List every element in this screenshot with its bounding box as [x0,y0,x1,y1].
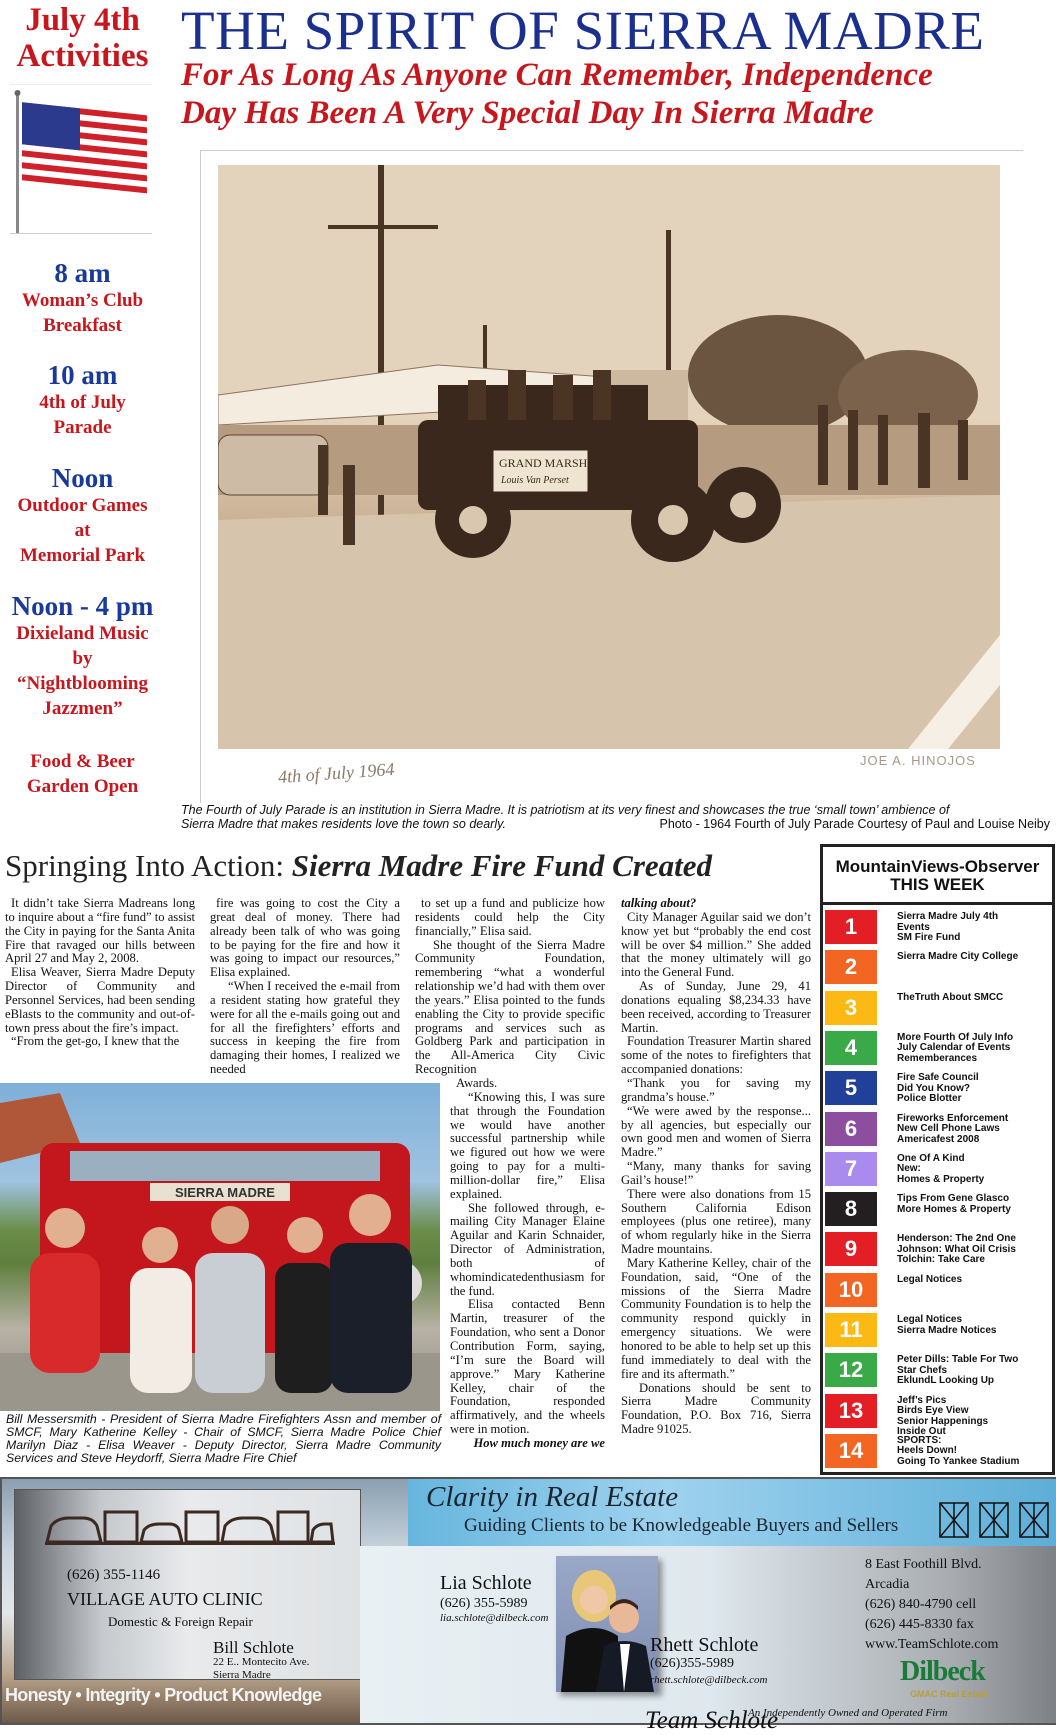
index-item-label: Legal Notices [897,1273,963,1285]
paragraph: She followed through, e-mailing City Manager Elaine Aguilar and Karin Schnaider, Director of Administration, both of whomindicatedenthusiasm for the fund. [450,1200,605,1298]
event-desc: Woman’s Club [21,290,144,311]
office-cell: (626) 840-4790 cell [865,1597,977,1612]
paragraph: Mary Katherine Kelley, chair of the Foundation, said, “One of the missions of the Sierra Madre Community Foundation is to help the community respond quickly in emergency situations. We were honored to be able to help set up this fund immediately to deal with the fire and its aftermath.” [621,1255,811,1381]
event-time: 10 am [47,360,118,390]
index-item[interactable] [825,910,1050,950]
page-number-badge: 3 [825,991,877,1025]
this-week-index [820,844,1055,1475]
event-desc: Jazzmen” [42,698,123,719]
event-8am [0,258,165,338]
event-desc: “Nightblooming [17,673,148,694]
auto-address: 22 E.. Montecito Ave. [213,1656,310,1668]
index-item-label: Legal Notices Sierra Madre Notices [897,1314,997,1336]
office-address: 8 East Foothill Blvd. [865,1557,982,1572]
index-item[interactable] [825,1394,1050,1438]
article-headline [5,848,712,884]
paragraph: “We were awed by the response... by all agencies, but especially our own good men and women of Sierra Madre.” [621,1103,811,1160]
page-number-badge: 8 [825,1192,877,1226]
article-column-3 [415,897,605,1451]
event-desc: Outdoor Games [17,495,148,516]
page-number-badge: 14 [825,1434,877,1468]
photo-handwriting: 4th of July 1964 [277,758,396,788]
index-item-label: One Of A Kind New: Homes & Property [897,1152,985,1185]
subtitle-line: For As Long As Anyone Can Remember, Independence [181,57,933,93]
event-noon-4pm [0,591,165,721]
page-number-badge: 12 [825,1353,877,1387]
event-time: Noon [51,463,114,493]
event-desc: Memorial Park [19,545,146,566]
index-subtitle: THIS WEEK [890,875,985,894]
page-number-badge: 13 [825,1394,877,1428]
index-title: MountainViews-Observer [835,857,1040,876]
paragraph: to set up a fund and publicize how residents could help the City financially,” Elisa said. [415,896,605,938]
index-item-label: Jeff’s Pics Birds Eye View Senior Happenings Inside Out [897,1394,989,1438]
event-desc: Dixieland Music [16,623,149,644]
realty-headline: Clarity in Real Estate [426,1481,679,1513]
index-item[interactable] [825,1273,1050,1313]
subhead: How much money are we [473,1435,605,1450]
auto-phone: (626) 355-1146 [67,1567,161,1583]
index-item-label: SPORTS: Heels Down! Going To Yankee Stadium [897,1434,1020,1467]
this-week-header [823,847,1052,905]
agent2-name: Rhett Schlote [650,1634,759,1656]
event-desc: Food & Beer [30,751,135,772]
index-item[interactable] [825,1353,1050,1393]
index-item[interactable] [825,991,1050,1031]
paragraph: “Many, many thanks for saving Gail’s house!” [621,1159,811,1187]
grand-marshal-name: Louis Van Perset [501,475,569,486]
paragraph: Donations should be sent to Sierra Madre Community Foundation, P.O. Box 716, Sierra Madre 91025. [621,1380,811,1437]
index-item-label: Sierra Madre City College [897,951,1019,963]
agent1-phone: (626) 355-5989 [440,1596,528,1611]
auto-business-name: VILLAGE AUTO CLINIC [67,1589,263,1609]
index-item[interactable] [825,1434,1050,1474]
paragraph: “Thank you for saving my grandma’s house.” [621,1075,811,1104]
index-item[interactable] [825,1192,1050,1232]
agent1-email[interactable]: lia.schlote@dilbeck.com [440,1612,549,1624]
agent2-phone: (626)355-5989 [650,1656,734,1671]
event-time: 8 am [54,258,111,288]
office-city: Arcadia [865,1577,910,1592]
event-noon [0,463,165,568]
american-flag-image [10,84,152,234]
firefighters-photo-caption: Bill Messersmith - President of Sierra Madre Firefighters Assn and member of SMCF, Mary Katherine Kelley - Chair of SMCF, Sierra Madre Police Chief Marilyn Diaz - Elisa Weaver - Deputy Director, Sierra Madre Community Services and Steve Heydorff, Sierra Madre Fire Chief [6,1412,441,1465]
page-number-badge: 10 [825,1273,877,1307]
article-column-2 [210,897,400,1077]
village-auto-clinic-ad[interactable] [14,1489,361,1680]
agent1-name: Lia Schlote [440,1572,532,1594]
office-website[interactable]: www.TeamSchlote.com [865,1637,999,1652]
parade-photo-caption [181,803,1056,831]
index-item[interactable] [825,1152,1050,1192]
gmac-logo: GMAC Real Estate [910,1689,989,1699]
headline-italic: Sierra Madre Fire Fund Created [291,848,713,883]
article-column-1 [5,897,195,1049]
page-number-badge: 5 [825,1071,877,1105]
july4-activities-sidebar [0,0,165,74]
index-item[interactable] [825,1071,1050,1111]
index-item-label: Sierra Madre July 4th Events SM Fire Fund [897,911,999,943]
window-icons [938,1501,1050,1539]
page-number-badge: 9 [825,1232,877,1266]
realty-banner [408,1479,1056,1546]
cars-icon [45,1508,335,1548]
page-title: THE SPIRIT OF SIERRA MADRE [181,0,985,61]
index-item-label: Tips From Gene Glasco More Homes & Property [897,1193,1011,1215]
event-10am [0,360,165,440]
index-item-label: TheTruth About SMCC [897,991,1004,1003]
paragraph: There were also donations from 15 Southern California Edison employees (plus one retiree), many of whom regularly hike in the Sierra Madre mountains. [621,1186,811,1257]
page-number-badge: 4 [825,1031,877,1065]
caption-line: The Fourth of July Parade is an institution in Sierra Madre. It is patriotism at its very finest and showcases the true ‘small town’ ambience of [181,803,950,817]
subtitle-line: Day Has Been A Very Special Day In Sierra Madre [181,95,874,131]
caption-line: Sierra Madre that makes residents love the town so dearly. [181,817,506,831]
event-food-beer [0,749,165,799]
parade-photo [218,165,1000,749]
advertisement-banner [0,1477,1056,1734]
event-desc: by [72,648,93,669]
page-number-badge: 7 [825,1152,877,1186]
paragraph: fire was going to cost the City a great deal of money. There had already been talk of who was going to be paying for the fire and how it was going to impact our resources,” Elisa explained. [210,896,400,980]
photographer-stamp: JOE A. HINOJOS [860,753,976,768]
paragraph: She thought of the Sierra Madre Community Foundation, remembering “what a wonderful relationship we’d had with them over the years.” Elisa pointed to the funds enabling the City to provide specific programs and services such as Goldberg Park and participation in the All-America City Civic Recognition [415,937,605,1077]
paragraph: As of Sunday, June 29, 41 donations equaling $8,234.33 have been received, according to Treasurer Martin. [621,979,811,1035]
paragraph: Elisa Weaver, Sierra Madre Deputy Director of Community and Personnel Services, had been sending eBlasts to the community and out-of-town press about the fire’s impact. [5,965,195,1035]
event-time: Noon - 4 pm [11,591,154,621]
dilbeck-logo: Dilbeck [900,1656,985,1687]
title-line: July 4th [25,2,140,38]
sidebar-title [0,2,165,74]
headline-plain: Springing Into Action: [5,848,284,883]
page-subtitle [181,56,933,132]
auto-city: Sierra Madre [213,1669,271,1681]
index-item[interactable] [825,1232,1050,1272]
truck-lettering: SIERRA MADRE [175,1185,275,1200]
firefighters-photo [0,1083,440,1411]
index-item-label: Fireworks Enforcement New Cell Phone Laws Americafest 2008 [897,1112,1009,1145]
realty-subhead: Guiding Clients to be Knowledgeable Buyers and Sellers [464,1515,899,1536]
agents-portrait [556,1556,658,1692]
index-item-label: Fire Safe Council Did You Know? Police Blotter [897,1072,979,1105]
paragraph: It didn’t take Sierra Madreans long to inquire about a “fire fund” to assist the City in paying for the Santa Anita Fire that ravaged our hills between April 27 and May 2, 2008. [5,896,195,966]
agent2-email[interactable]: rhett.schlote@dilbeck.com [650,1674,768,1686]
auto-slogan: Honesty • Integrity • Product Knowledge [5,1685,322,1705]
paragraph: Awards. [456,1075,498,1090]
photo-credit: Photo - 1964 Fourth of July Parade Courtesy of Paul and Louise Neiby [659,817,1050,831]
team-name: Team Schlote [645,1707,779,1734]
auto-tagline: Domestic & Foreign Repair [108,1614,253,1629]
event-desc: Parade [53,417,112,438]
office-fax: (626) 445-8330 fax [865,1617,974,1632]
paragraph: “From the get-go, I knew that the [11,1034,180,1049]
realty-footer: An Independently Owned and Operated Firm [748,1707,948,1719]
index-item-label: Peter Dills: Table For Two Star Chefs EklundL Looking Up [897,1354,1019,1387]
paragraph: “Knowing this, I was sure that through the Foundation we would have another successful partnership while we figured out how we were going to pay for a multi-million-dollar fire,” Elisa explained. [450,1089,605,1201]
office-info [865,1555,998,1655]
event-desc: Garden Open [26,776,139,797]
paragraph: City Manager Aguilar said we don’t know yet but “probably the end cost will be over $4 million.” She added that the money ultimately will go into the General Fund. [621,909,811,980]
page-number-badge: 11 [825,1313,877,1347]
page-number-badge: 6 [825,1112,877,1146]
team-schlote-ad[interactable] [360,1546,1056,1734]
photo-border [218,749,1018,801]
index-item[interactable] [825,1313,1050,1353]
title-line: Activities [16,38,149,74]
article-column-4 [621,897,811,1437]
paragraph: Elisa contacted Benn Martin, treasurer of the Foundation, who sent a Donor Contribution Form, saying, “I’m sure the Board will approve.” Mary Katherine Kelley, chair of the Foundation, responded affirmatively, and the wheels were in motion. [450,1297,605,1437]
paragraph: Foundation Treasurer Martin shared some of the notes to firefighters that accompanied donations: [621,1034,811,1077]
event-desc: at [74,520,91,541]
page-number-badge: 2 [825,950,877,984]
subhead: talking about? [621,896,697,910]
event-desc: 4th of July [39,392,126,413]
index-item[interactable] [825,950,1050,990]
page-number-badge: 1 [825,910,877,944]
index-item-label: More Fourth Of July Info July Calendar of Events Rememberances [897,1031,1014,1064]
index-item-label: Henderson: The 2nd One Johnson: What Oil Crisis Tolchin: Take Care [897,1233,1016,1266]
auto-owner: Bill Schlote [213,1638,294,1657]
index-item[interactable] [825,1031,1050,1071]
index-item[interactable] [825,1112,1050,1152]
paragraph: “When I received the e-mail from a resident stating how grateful they were for all the e-mails going out and for all the firefighters’ efforts and success in keeping the fire from damaging their homes, I realized we needed [210,979,400,1077]
grand-marshal-sign: GRAND MARSHAL [499,456,604,470]
event-desc: Breakfast [43,315,122,336]
